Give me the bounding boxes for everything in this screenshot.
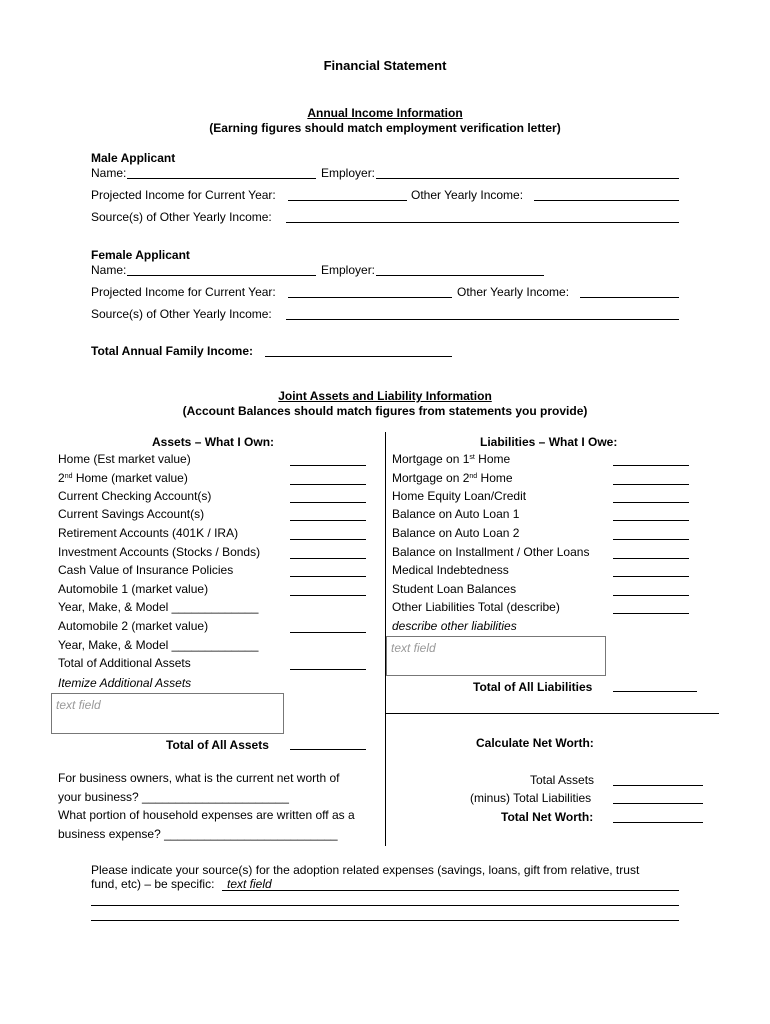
- liability-label-other: Other Liabilities Total (describe): [392, 600, 560, 614]
- total-family-income-field[interactable]: [265, 356, 452, 357]
- net-worth-minus-liabilities-label: (minus) Total Liabilities: [470, 791, 592, 805]
- itemize-assets-placeholder: text field: [56, 698, 101, 712]
- business-q1-line1: For business owners, what is the current net worth of: [58, 771, 340, 785]
- liability-field-mortgage2[interactable]: [613, 484, 689, 485]
- female-name-field[interactable]: [127, 275, 316, 276]
- liability-field-student-loan[interactable]: [613, 595, 689, 596]
- page-title: Financial Statement: [323, 58, 447, 73]
- female-projected-field[interactable]: [288, 297, 452, 298]
- describe-liabilities-placeholder: text field: [391, 641, 436, 655]
- male-other-field[interactable]: [534, 200, 679, 201]
- sources-line-3[interactable]: [91, 920, 679, 921]
- asset-field-retirement[interactable]: [290, 539, 366, 540]
- sources-text-field[interactable]: text field: [227, 877, 272, 891]
- asset-field-auto2[interactable]: [290, 632, 366, 633]
- female-other-label: Other Yearly Income:: [457, 285, 570, 299]
- liability-label-medical: Medical Indebtedness: [392, 563, 509, 577]
- asset-label-auto2-model[interactable]: Year, Make, & Model _____________: [58, 638, 259, 652]
- liability-label-mortgage2: Mortgage on 2nd Home: [392, 471, 513, 485]
- liabilities-divider: [385, 713, 719, 714]
- female-sources-label: Source(s) of Other Yearly Income:: [91, 307, 272, 321]
- liability-field-medical[interactable]: [613, 576, 689, 577]
- total-family-income-label: Total Annual Family Income:: [91, 344, 254, 358]
- asset-label-retirement: Retirement Accounts (401K / IRA): [58, 526, 239, 540]
- asset-label-auto1: Automobile 1 (market value): [58, 582, 209, 596]
- liability-label-installment: Balance on Installment / Other Loans: [392, 545, 590, 559]
- liability-label-home-equity: Home Equity Loan/Credit: [392, 489, 527, 503]
- liability-field-auto-loan2[interactable]: [613, 539, 689, 540]
- liability-field-auto-loan1[interactable]: [613, 520, 689, 521]
- net-worth-total-field[interactable]: [613, 822, 703, 823]
- asset-label-home: Home (Est market value): [58, 452, 191, 466]
- liability-field-mortgage1[interactable]: [613, 465, 689, 466]
- asset-label-investment: Investment Accounts (Stocks / Bonds): [58, 545, 261, 559]
- net-worth-total-assets-label: Total Assets: [530, 773, 595, 787]
- asset-label-savings: Current Savings Account(s): [58, 507, 205, 521]
- liability-label-auto-loan2: Balance on Auto Loan 2: [392, 526, 520, 540]
- male-projected-field[interactable]: [288, 200, 407, 201]
- male-employer-label: Employer:: [321, 166, 376, 180]
- sources-question-line1: Please indicate your source(s) for the adoption related expenses (savings, loans, gift from relative, trust: [91, 863, 640, 877]
- male-sources-field[interactable]: [286, 222, 679, 223]
- business-q2-line2[interactable]: business expense? __________________________: [58, 827, 338, 841]
- income-subheading: (Earning figures should match employment verification letter): [209, 121, 561, 135]
- liability-label-mortgage1: Mortgage on 1st Home: [392, 452, 511, 466]
- male-projected-label: Projected Income for Current Year:: [91, 188, 276, 202]
- net-worth-minus-liabilities-field[interactable]: [613, 803, 703, 804]
- female-applicant-heading: Female Applicant: [91, 248, 190, 262]
- joint-heading: Joint Assets and Liability Information: [278, 389, 492, 403]
- liabilities-heading: Liabilities – What I Owe:: [480, 435, 618, 449]
- male-sources-label: Source(s) of Other Yearly Income:: [91, 210, 272, 224]
- asset-field-additional-total[interactable]: [290, 669, 366, 670]
- asset-field-insurance[interactable]: [290, 576, 366, 577]
- asset-field-second-home[interactable]: [290, 484, 366, 485]
- total-assets-field[interactable]: [290, 749, 366, 750]
- asset-field-home[interactable]: [290, 465, 366, 466]
- liability-label-auto-loan1: Balance on Auto Loan 1: [392, 507, 520, 521]
- asset-field-investment[interactable]: [290, 558, 366, 559]
- assets-heading: Assets – What I Own:: [152, 435, 275, 449]
- total-assets-label: Total of All Assets: [166, 738, 269, 752]
- liability-field-installment[interactable]: [613, 558, 689, 559]
- female-sources-field[interactable]: [286, 319, 679, 320]
- net-worth-total-assets-field[interactable]: [613, 785, 703, 786]
- female-employer-field[interactable]: [376, 275, 544, 276]
- sources-question-line2: fund, etc) – be specific:: [91, 877, 215, 891]
- asset-label-auto2: Automobile 2 (market value): [58, 619, 209, 633]
- asset-label-checking: Current Checking Account(s): [58, 489, 212, 503]
- male-name-field[interactable]: [127, 178, 316, 179]
- liability-field-home-equity[interactable]: [613, 502, 689, 503]
- sources-line-1[interactable]: [222, 890, 679, 891]
- sources-line-2[interactable]: [91, 905, 679, 906]
- itemize-assets-text-field[interactable]: [51, 693, 284, 734]
- asset-field-checking[interactable]: [290, 502, 366, 503]
- business-q1-line2[interactable]: your business? ______________________: [58, 790, 289, 804]
- female-projected-label: Projected Income for Current Year:: [91, 285, 276, 299]
- net-worth-total-label: Total Net Worth:: [501, 810, 594, 824]
- female-other-field[interactable]: [580, 297, 679, 298]
- asset-field-auto1[interactable]: [290, 595, 366, 596]
- liability-field-other[interactable]: [613, 613, 689, 614]
- asset-label-auto1-model[interactable]: Year, Make, & Model _____________: [58, 600, 259, 614]
- liability-label-student-loan: Student Loan Balances: [392, 582, 517, 596]
- total-liabilities-field[interactable]: [613, 691, 697, 692]
- male-other-label: Other Yearly Income:: [411, 188, 524, 202]
- asset-label-insurance: Cash Value of Insurance Policies: [58, 563, 234, 577]
- itemize-assets-label: Itemize Additional Assets: [58, 676, 192, 690]
- income-heading: Annual Income Information: [307, 106, 463, 120]
- asset-label-second-home: 2nd Home (market value): [58, 471, 188, 485]
- describe-liabilities-text-field[interactable]: [386, 636, 606, 676]
- male-applicant-heading: Male Applicant: [91, 151, 176, 165]
- asset-field-savings[interactable]: [290, 520, 366, 521]
- asset-label-additional-total: Total of Additional Assets: [58, 656, 191, 670]
- net-worth-heading: Calculate Net Worth:: [476, 736, 594, 750]
- male-name-label: Name:: [91, 166, 127, 180]
- describe-liabilities-label: describe other liabilities: [392, 619, 517, 633]
- business-q2-line1: What portion of household expenses are written off as a: [58, 808, 355, 822]
- male-employer-field[interactable]: [376, 178, 679, 179]
- joint-subheading: (Account Balances should match figures from statements you provide): [182, 404, 588, 418]
- female-employer-label: Employer:: [321, 263, 376, 277]
- total-liabilities-label: Total of All Liabilities: [473, 680, 593, 694]
- female-name-label: Name:: [91, 263, 127, 277]
